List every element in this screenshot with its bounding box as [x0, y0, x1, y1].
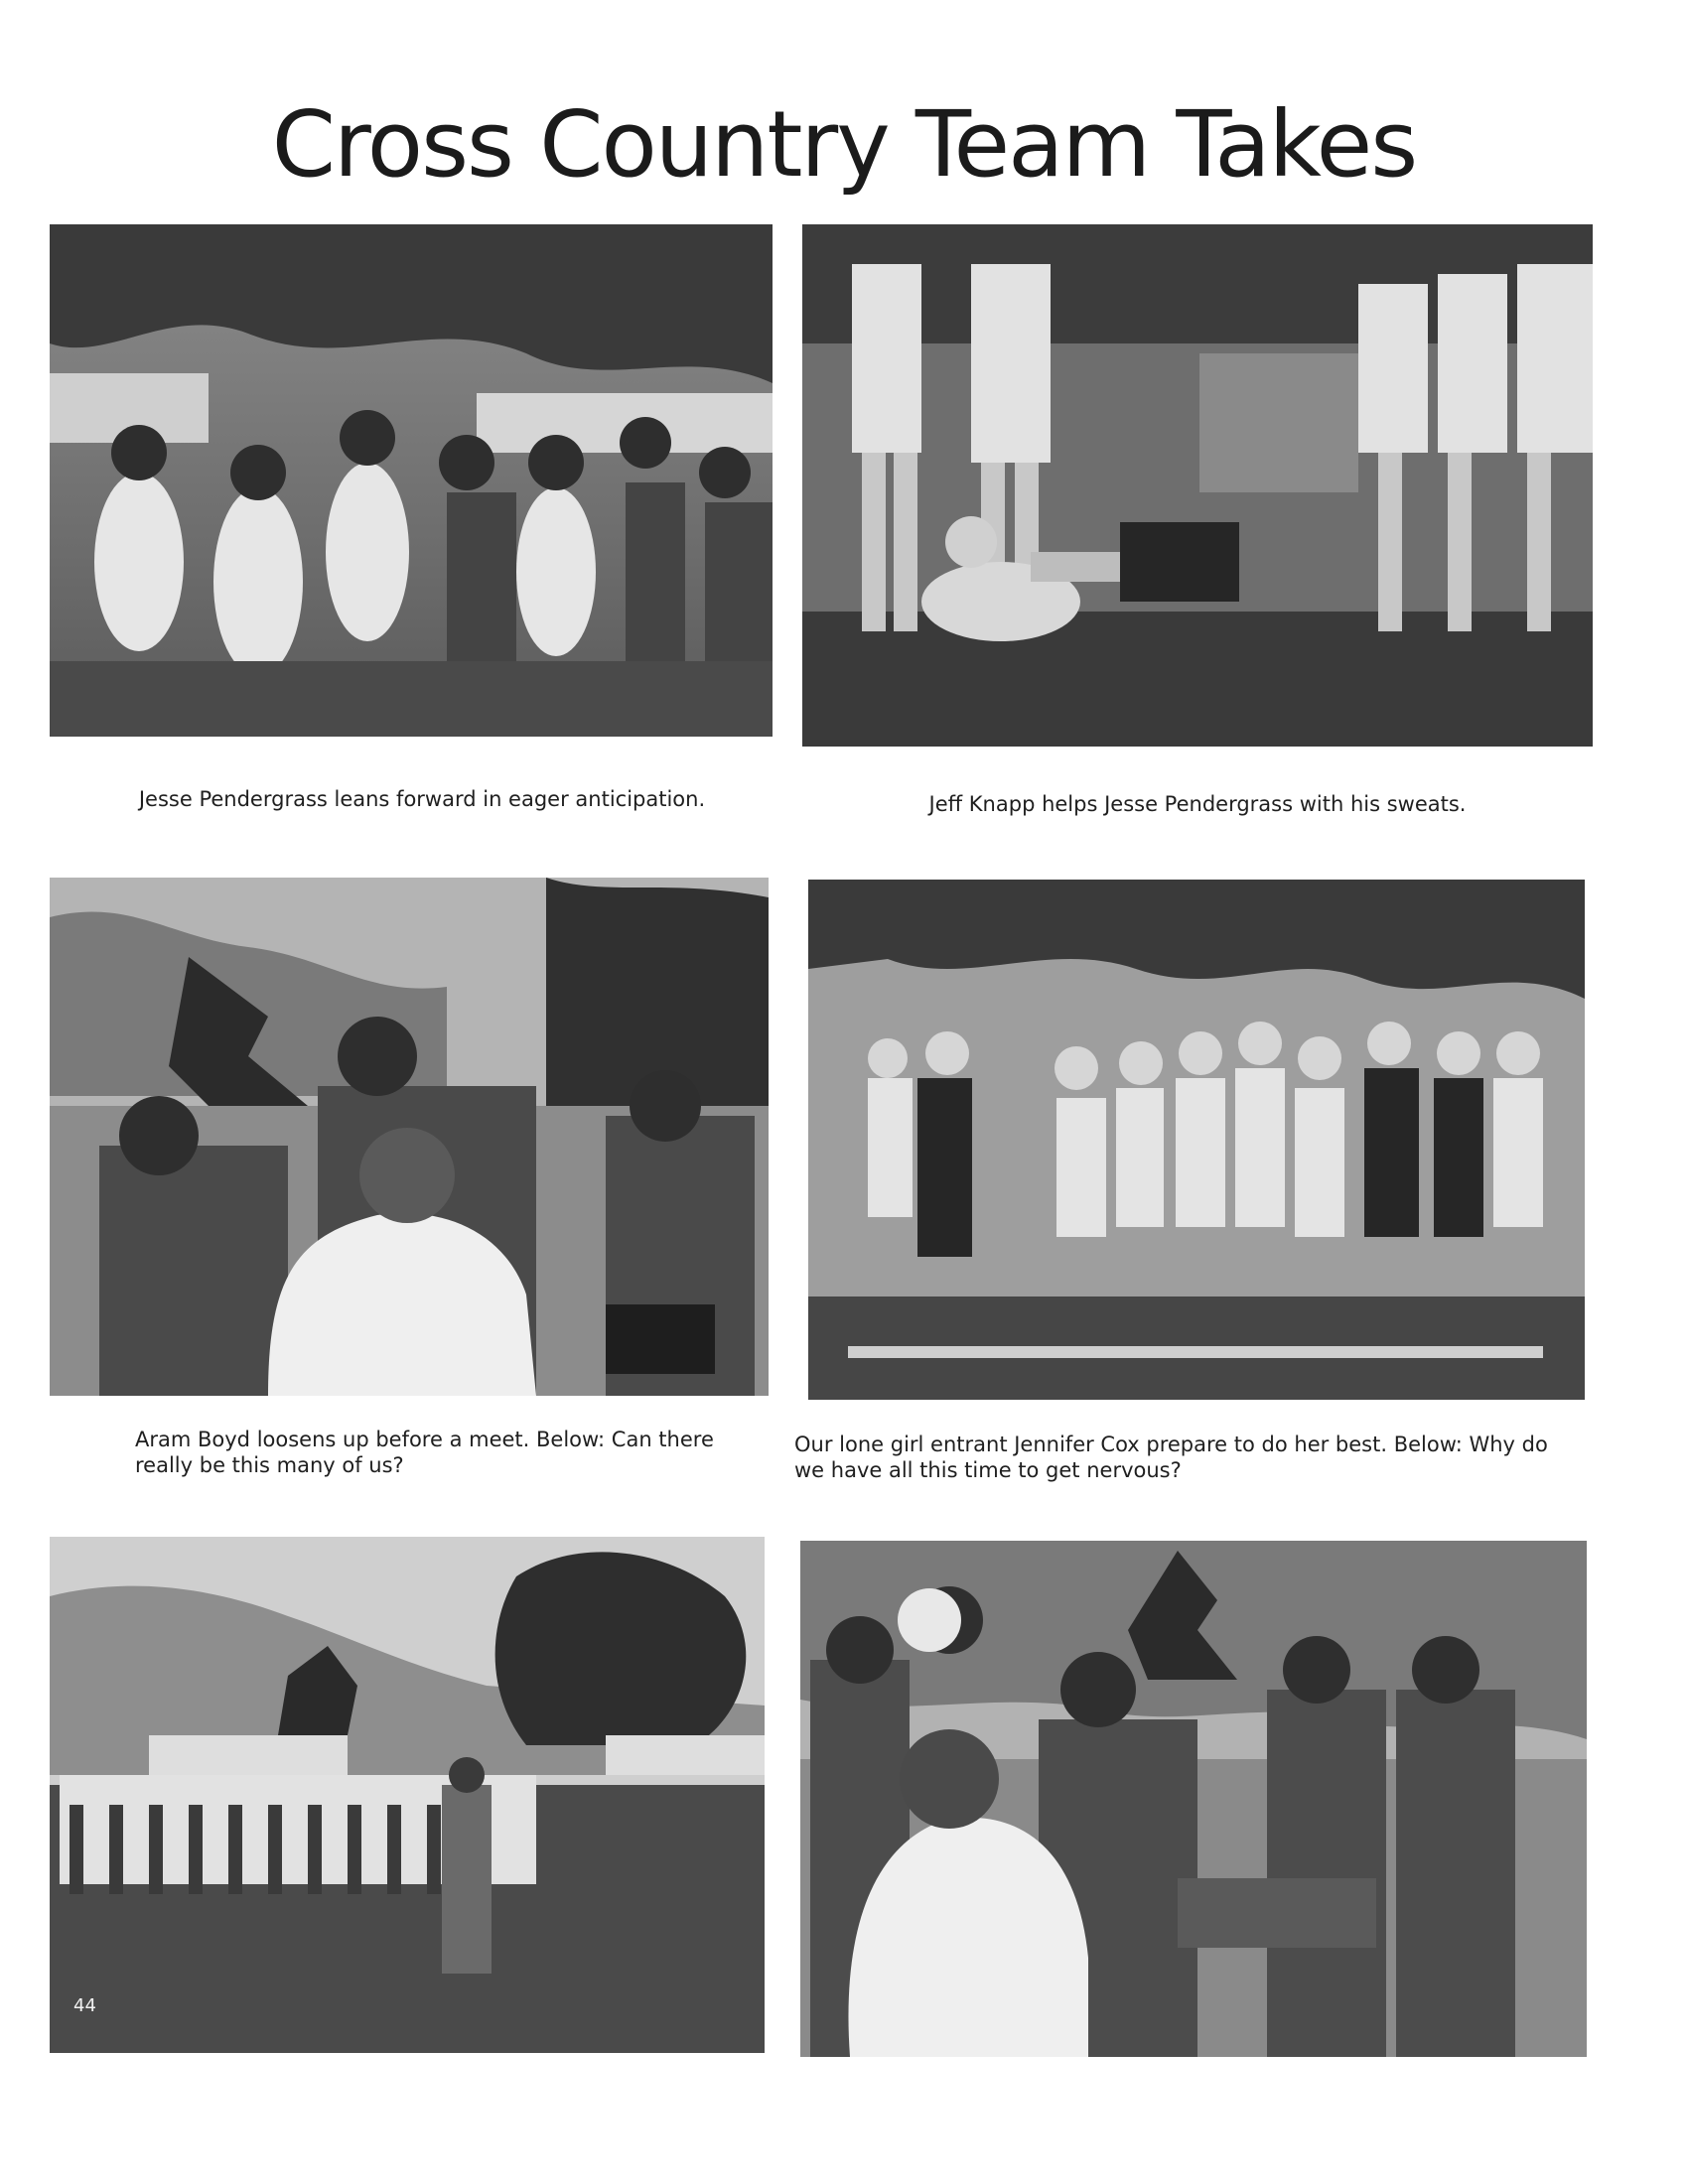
photo-starting-line-lean: [50, 224, 773, 737]
photo-runners-gathered-in-jackets: [800, 1541, 1587, 2057]
photo-girls-team-lineup: [808, 880, 1585, 1400]
caption-photo-4: Our lone girl entrant Jennifer Cox prepare to do her best. Below: Why do we have all this time to get nervous?: [794, 1433, 1548, 1482]
caption-photo-1: Jesse Pendergrass leans forward in eager anticipation.: [138, 787, 706, 811]
page-number: 44: [73, 1995, 96, 2016]
caption-photo-3: Aram Boyd loosens up before a meet. Below: Can there really be this many of us?: [135, 1428, 714, 1477]
caption-photo-2: Jeff Knapp helps Jesse Pendergrass with his sweats.: [928, 792, 1467, 816]
page-title: Cross Country Team Takes: [271, 91, 1417, 198]
photo-loosening-up: [50, 878, 769, 1396]
photo-helping-with-sweats: [802, 224, 1593, 747]
photo-crowded-starting-line: [50, 1537, 765, 2053]
